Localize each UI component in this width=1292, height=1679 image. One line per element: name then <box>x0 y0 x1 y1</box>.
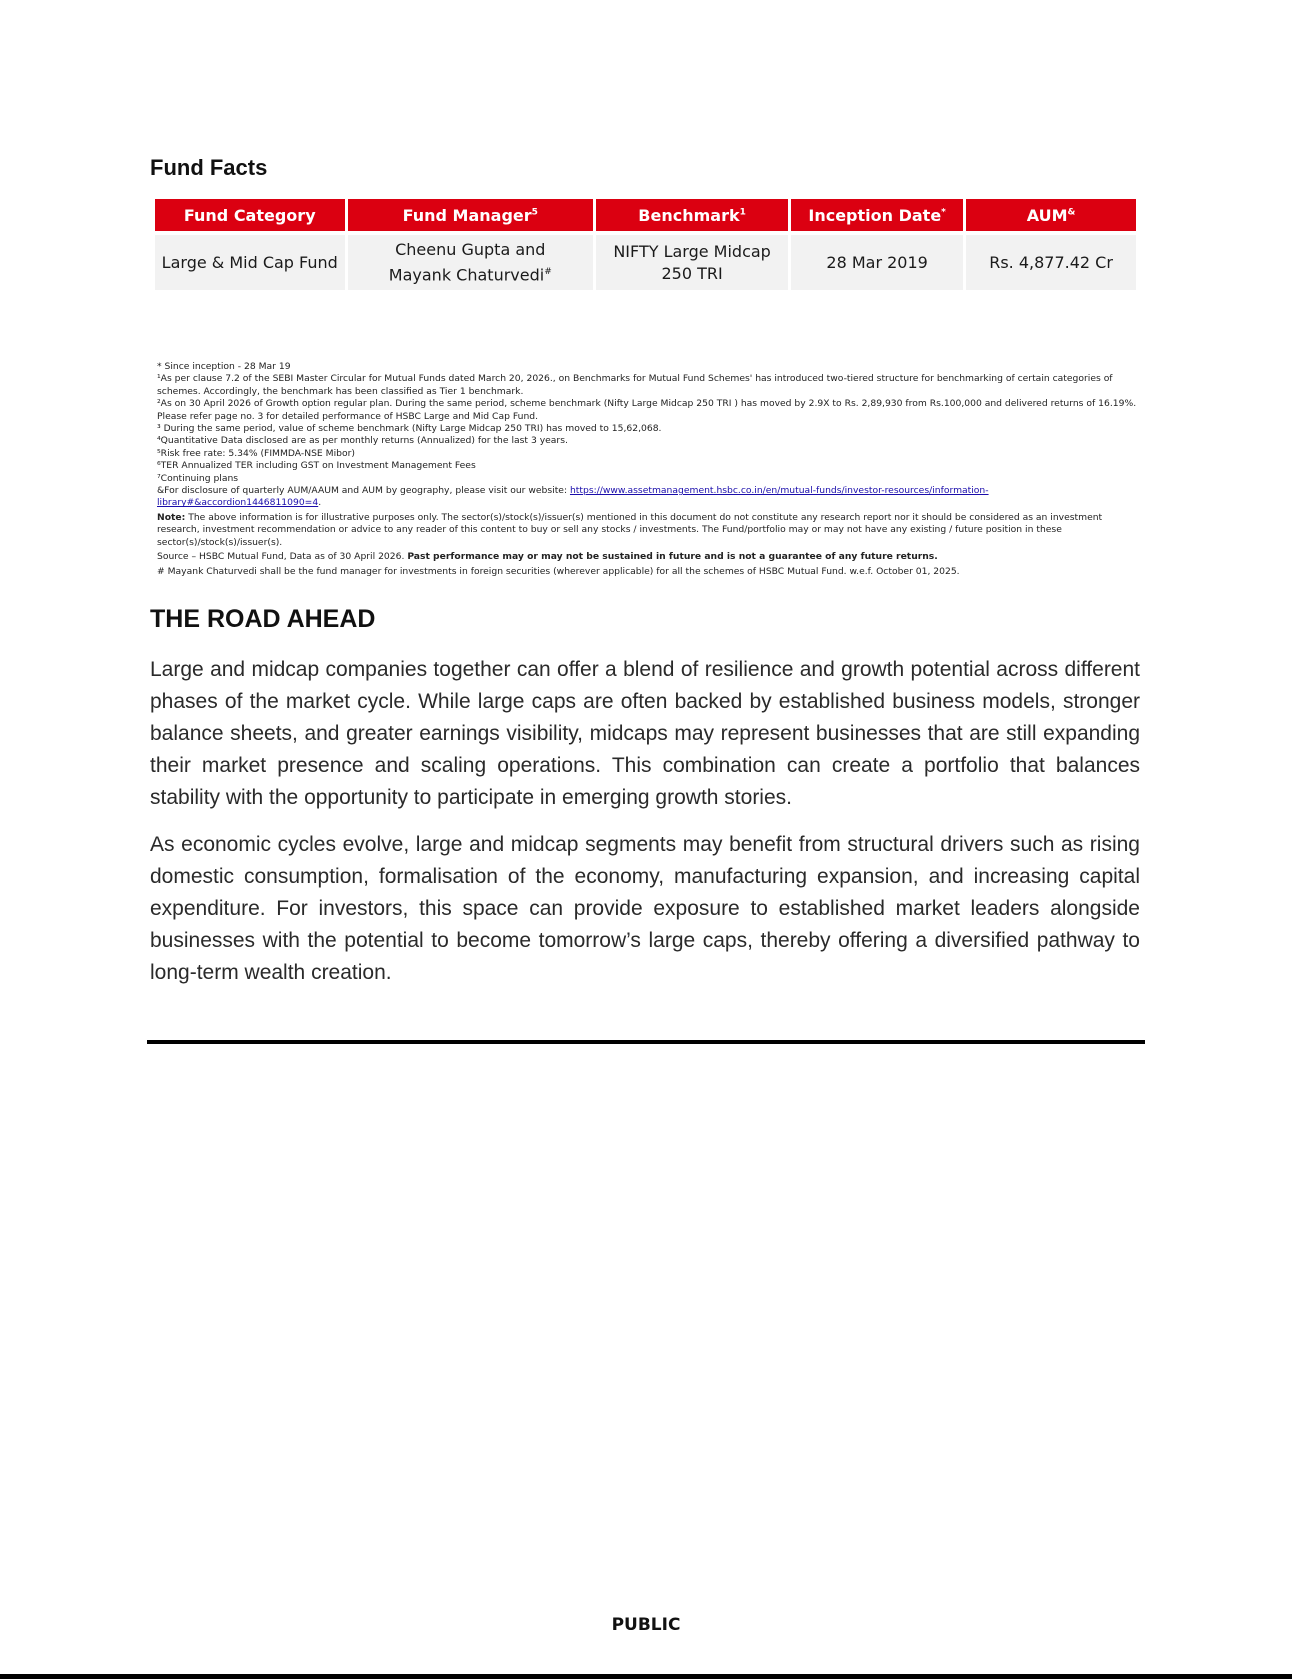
website-link[interactable]: https://www.assetmanagement.hsbc.co.in/en/mutual-funds/investor-resources/information-library#&accordion1446811090=4 <box>157 485 989 509</box>
column-header-aum <box>966 199 1136 235</box>
column-header-inception-date <box>791 199 963 235</box>
fund-facts-heading: Fund Facts <box>150 155 268 180</box>
road-ahead-heading: THE ROAD AHEAD <box>150 605 376 633</box>
footnote-1: ¹As per clause 7.2 of the SEBI Master Circular for Mutual Funds dated March 20, 2026., on Benchmarks for Mutual Fund Schemes' has introduced two-tiered structure for benchmarking of certain categories of schemes. Accordingly, the benchmark has been classified as Tier 1 benchmark. <box>157 373 1113 397</box>
footnote-aum-disclosure <box>157 485 1137 510</box>
column-label: Benchmark <box>638 205 740 225</box>
table-row <box>155 235 1136 290</box>
column-sup: 1 <box>739 207 746 218</box>
note-label: Note: <box>157 511 186 523</box>
footnote-5: ⁵Risk free rate: 5.34% (FIMMDA-NSE Mibor) <box>157 447 355 459</box>
footnote-7: ⁷Continuing plans <box>157 472 239 484</box>
footnotes <box>157 361 1137 578</box>
footnote-source <box>157 551 1137 563</box>
fund-facts-table <box>152 199 1139 290</box>
column-header-benchmark <box>596 199 788 235</box>
column-label: Fund Manager <box>402 205 532 225</box>
column-label: Inception Date <box>808 205 942 225</box>
source-disclaimer: Past performance may or may not be sustained in future and is not a guarantee of any future returns. <box>407 551 938 563</box>
column-label: AUM <box>1026 205 1068 225</box>
column-sup: & <box>1067 207 1076 218</box>
column-sup: 5 <box>531 207 538 218</box>
footnote-inception: * Since inception - 28 Mar 19 <box>157 361 291 372</box>
footnote-2: ²As on 30 April 2026 of Growth option regular plan. During the same period, scheme benchmark (Nifty Large Midcap 250 TRI ) has moved by 2.9X to Rs. 2,89,930 from Rs.100,000 and delivered returns of 16.19%. Please refer page no. 3 for detailed performance of HSBC Large and Mid Cap Fund. <box>157 398 1137 422</box>
road-ahead-paragraph-2: As economic cycles evolve, large and midcap segments may benefit from structural drivers such as rising domestic consumption, formalisation of the economy, manufacturing expansion, and increasing capital expenditure. For investors, this space can provide exposure to established market leaders alongside businesses with the potential to become tomorrow’s large caps, thereby offering a diversified pathway to long-term wealth creation. <box>150 833 1140 984</box>
footnote-3: ³ During the same period, value of scheme benchmark (Nifty Large Midcap 250 TRI) has moved to 15,62,068. <box>157 423 662 435</box>
footnote-note <box>157 512 1137 549</box>
footnote-6: ⁶TER Annualized TER including GST on Investment Management Fees <box>157 460 476 472</box>
footnote-aum-suffix: . <box>318 497 322 509</box>
bottom-border <box>0 1674 1292 1679</box>
column-sup: * <box>941 207 946 218</box>
source-text: Source – HSBC Mutual Fund, Data as of 30 April 2026. <box>157 551 408 563</box>
column-header-fund-manager <box>348 199 594 235</box>
manager-line-1: Cheenu Gupta and <box>395 239 546 259</box>
cell-fund-manager <box>348 235 594 290</box>
manager-line-2 <box>354 261 588 286</box>
column-label: Fund Category <box>183 205 316 225</box>
classification-label: PUBLIC <box>611 1615 681 1635</box>
road-ahead-paragraph-1: Large and midcap companies together can offer a blend of resilience and growth potential across different phases of the market cycle. While large caps are often backed by established business models, stronger balance sheets, and greater earnings visibility, midcaps may represent businesses that are still expanding their market presence and scaling operations. This combination can create a portfolio that balances stability with the opportunity to participate in emerging growth stories. <box>150 658 1140 809</box>
section-divider <box>147 1040 1145 1044</box>
cell-fund-category: Large & Mid Cap Fund <box>155 235 345 290</box>
table-header-row <box>155 199 1136 235</box>
benchmark-line-1: NIFTY Large Midcap <box>613 241 771 261</box>
benchmark-line-2: 250 TRI <box>661 263 723 283</box>
cell-aum: Rs. 4,877.42 Cr <box>966 235 1136 290</box>
note-text: The above information is for illustrative purposes only. The sector(s)/stock(s)/issuer(s) mentioned in this document do not constitute any research report nor it should be considered as an investment research, investment recommendation or advice to any reader of this content to buy or sell any stocks / investments. The Fund/portfolio may or may not have any existing / future position in these sector(s)/stock(s)/issuer(s). <box>157 511 1103 548</box>
cell-inception-date: 28 Mar 2019 <box>791 235 963 290</box>
footnote-hash: # Mayank Chaturvedi shall be the fund manager for investments in foreign securities (wherever applicable) for all the schemes of HSBC Mutual Fund. w.e.f. October 01, 2025. <box>157 565 960 577</box>
manager-sup: # <box>544 266 552 277</box>
column-header-fund-category <box>155 199 345 235</box>
footnote-aum-text: &For disclosure of quarterly AUM/AAUM and AUM by geography, please visit our website: <box>157 485 570 497</box>
footnote-4: ⁴Quantitative Data disclosed are as per monthly returns (Annualized) for the last 3 years. <box>157 435 568 447</box>
cell-benchmark <box>596 235 788 290</box>
manager-name: Mayank Chaturvedi <box>388 265 545 285</box>
